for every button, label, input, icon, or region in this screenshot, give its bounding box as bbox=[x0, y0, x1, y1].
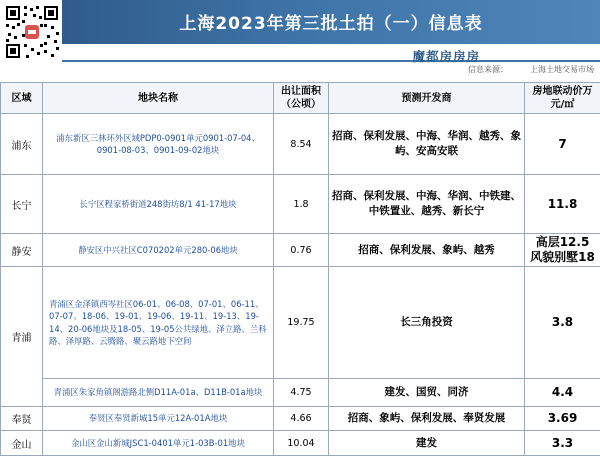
row-developers: 建发、国贸、同济 bbox=[329, 379, 525, 407]
title-banner bbox=[62, 0, 600, 44]
row-size: 4.66 bbox=[274, 407, 329, 431]
land-auction-table bbox=[0, 82, 600, 456]
row-developers: 招商、保利发展、中海、华润、越秀、象屿、安高安联 bbox=[329, 114, 525, 175]
page-title: 上海2023年第三批土拍（一）信息表 bbox=[62, 9, 600, 34]
header-divider bbox=[62, 60, 600, 62]
row-size: 19.75 bbox=[274, 267, 329, 379]
row-area: 静安 bbox=[1, 234, 43, 267]
row-parcel: 奉贤区奉贤新城15单元12A-01A地块 bbox=[43, 407, 274, 431]
row-developers: 长三角投资 bbox=[329, 267, 525, 379]
row-price: 高层12.5 风貌别墅18 bbox=[525, 234, 600, 267]
header bbox=[0, 0, 600, 82]
page-subtitle: 魔都房房房 bbox=[412, 47, 480, 65]
table-row bbox=[1, 267, 600, 379]
row-developers: 招商、保利发展、象屿、越秀 bbox=[329, 234, 525, 267]
table-header-row bbox=[1, 83, 600, 114]
row-size: 4.75 bbox=[274, 379, 329, 407]
row-size: 0.76 bbox=[274, 234, 329, 267]
header-developers: 预测开发商 bbox=[329, 83, 525, 114]
row-price: 11.8 bbox=[525, 175, 600, 234]
table-row bbox=[1, 234, 600, 267]
row-parcel: 青浦区朱家角镇阁游路北侧D11A-01a、D11B-01a地块 bbox=[43, 379, 274, 407]
row-size: 1.8 bbox=[274, 175, 329, 234]
header-size: 出让面积（公顷） bbox=[274, 83, 329, 114]
source-note bbox=[468, 64, 594, 75]
row-size: 8.54 bbox=[274, 114, 329, 175]
row-area: 奉贤 bbox=[1, 407, 43, 431]
row-price: 3.8 bbox=[525, 267, 600, 379]
header-price: 房地联动价万元/㎡ bbox=[525, 83, 600, 114]
header-parcel: 地块名称 bbox=[43, 83, 274, 114]
table-row bbox=[1, 431, 600, 456]
row-price: 7 bbox=[525, 114, 600, 175]
row-area: 浦东 bbox=[1, 114, 43, 175]
table-row bbox=[1, 114, 600, 175]
row-developers: 招商、象屿、保利发展、奉贤发展 bbox=[329, 407, 525, 431]
source-value: 上海土地交易市场 bbox=[530, 65, 594, 74]
row-area: 长宁 bbox=[1, 175, 43, 234]
table-row bbox=[1, 407, 600, 431]
row-price: 3.69 bbox=[525, 407, 600, 431]
table-row bbox=[1, 175, 600, 234]
source-label: 信息来源： bbox=[468, 65, 508, 74]
row-area: 金山 bbox=[1, 431, 43, 456]
row-parcel: 青浦区金泽镇西岑社区06-01、06-08、07-01、06-11、07-07、18-06、19-01、19-06、19-11、19-13、19-14、20-06地块及18-05、19-05公共绿地、泽立路、兰科路、泽厚路、云腾路、聚云路地下空间 bbox=[43, 267, 274, 379]
row-price: 4.4 bbox=[525, 379, 600, 407]
row-developers: 建发 bbox=[329, 431, 525, 456]
qr-code-icon bbox=[4, 4, 60, 60]
table-row bbox=[1, 379, 600, 407]
row-size: 10.04 bbox=[274, 431, 329, 456]
row-parcel: 长宁区程家桥街道248街坊8/1 41-17地块 bbox=[43, 175, 274, 234]
row-parcel: 静安区中兴社区C070202单元280-06地块 bbox=[43, 234, 274, 267]
row-parcel: 金山区金山新城JSC1-0401单元1-03B-01地块 bbox=[43, 431, 274, 456]
row-area: 青浦 bbox=[1, 267, 43, 407]
row-parcel: 浦东新区三林环外区域PDP0-0901单元0901-07-04、0901-08-03、0901-09-02地块 bbox=[43, 114, 274, 175]
row-price: 3.3 bbox=[525, 431, 600, 456]
row-developers: 招商、保利发展、中海、华润、中铁建、中铁置业、越秀、新长宁 bbox=[329, 175, 525, 234]
header-area: 区域 bbox=[1, 83, 43, 114]
